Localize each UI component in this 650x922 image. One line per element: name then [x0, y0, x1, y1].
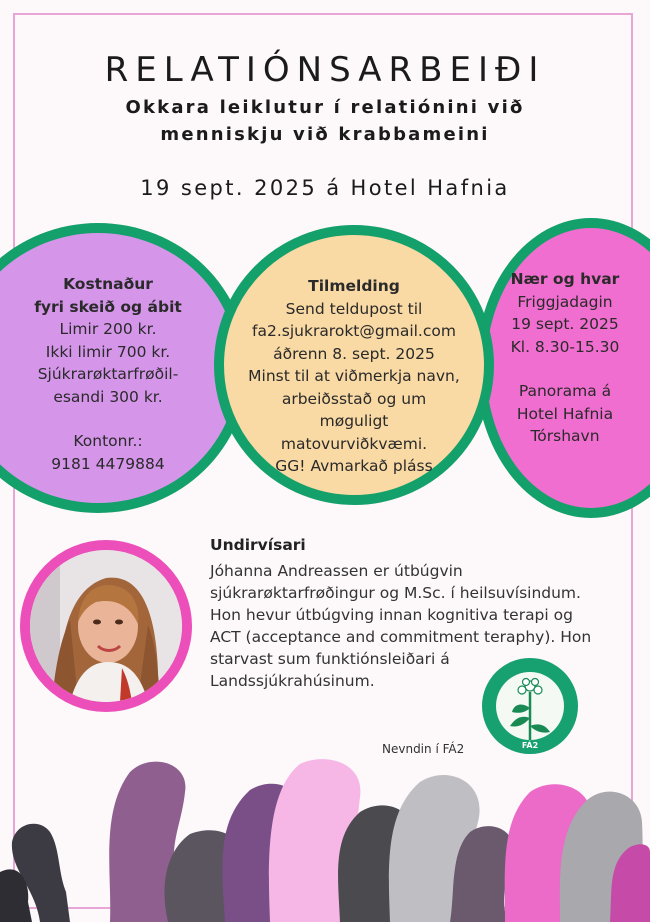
page-title: RELATIÓNSARBEIÐI [104, 50, 546, 90]
registration-line: arbeiðsstað og um [281, 389, 427, 408]
registration-line: møguligt [319, 412, 389, 430]
where-hotel: Hotel Hafnia [516, 404, 614, 423]
when-day: Friggjadagin [517, 292, 613, 311]
cost-nonmembers: Ikki limir 700 kr. [45, 342, 171, 361]
where-venue: Panorama á [518, 382, 612, 400]
registration-note: GG! Avmarkað pláss [275, 457, 433, 475]
registration-line: Minst til at viðmerkja navn, [248, 367, 460, 385]
cost-students-1: Sjúkrarøktarfrøðil- [37, 365, 179, 383]
cost-students-2: esandi 300 kr. [53, 387, 163, 406]
logo-text: FÁ2 [521, 741, 539, 750]
cost-members: Limir 200 kr. [59, 320, 157, 338]
speaker-photo-image [30, 550, 182, 702]
cost-subheading: fyri skeið og ábit [34, 297, 182, 316]
registration-email[interactable]: fa2.sjukrarokt@gmail.com [252, 322, 456, 340]
signature: Nevndin í FÁ2 [382, 742, 465, 756]
bio-line: Jóhanna Andreassen er útbúgvin [210, 562, 463, 580]
bio-line: Landssjúkrahúsinum. [210, 672, 375, 690]
crowd-silhouettes-illustration [0, 752, 650, 922]
bio-line: sjúkrarøktarfrøðingur og M.Sc. í heilsuvísindum. [210, 584, 581, 602]
account-number: 9181 4479884 [51, 454, 165, 473]
fa2-logo [480, 656, 580, 756]
bio-line: ACT (acceptance and commitment teraphy). Hon [210, 628, 592, 646]
registration-deadline: áðrenn 8. sept. 2025 [273, 344, 435, 363]
subtitle-line-1: Okkara leiklutur í relatiónini við [125, 97, 525, 118]
cost-heading: Kostnaður [63, 275, 153, 293]
where-city: Tórshavn [530, 427, 600, 445]
event-date: 19 sept. 2025 á Hotel Hafnia [140, 176, 510, 200]
when-where-heading: Nær og hvar [510, 270, 620, 288]
when-date: 19 sept. 2025 [511, 315, 619, 333]
account-label: Kontonr.: [73, 432, 143, 450]
bio-line: Hon hevur útbúgving innan kognitiva terapi og [210, 606, 573, 624]
when-time: Kl. 8.30-15.30 [510, 337, 620, 356]
bio-line: starvast sum funktiónsleiðari á [210, 650, 450, 668]
subtitle-line-2: menniskju við krabbameini [160, 124, 490, 145]
speaker-heading: Undirvísari [210, 536, 306, 554]
registration-line: matovurviðkvæmi. [280, 434, 428, 453]
registration-line: Send teldupost til [285, 299, 423, 318]
registration-heading: Tilmelding [308, 277, 400, 295]
speaker-photo [30, 550, 182, 702]
registration-circle [214, 225, 494, 505]
